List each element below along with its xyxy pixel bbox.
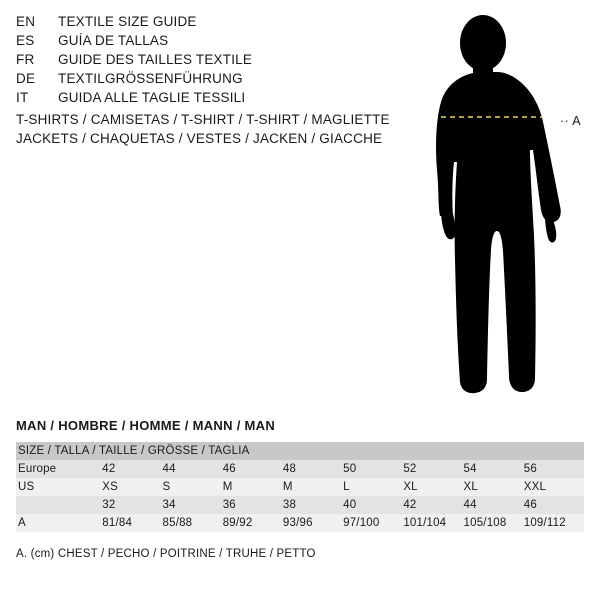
cell: 44: [163, 460, 223, 478]
cell: 85/88: [163, 514, 223, 532]
language-text: GUÍA DE TALLAS: [58, 33, 169, 48]
cell: 36: [223, 496, 283, 514]
cell: 38: [283, 496, 343, 514]
language-code: ES: [16, 33, 35, 48]
cell: 46: [524, 496, 584, 514]
cell: 81/84: [102, 514, 162, 532]
language-text: TEXTILGRÖSSENFÜHRUNG: [58, 71, 243, 86]
cell: 89/92: [223, 514, 283, 532]
row-label: US: [16, 478, 102, 496]
cell: 109/112: [524, 514, 584, 532]
male-silhouette-figure: [405, 10, 590, 400]
category-tshirts: T-SHIRTS / CAMISETAS / T-SHIRT / T-SHIRT / MAGLIETTE: [16, 112, 390, 127]
cell: L: [343, 478, 403, 496]
table-row: [16, 460, 584, 478]
footnote-chest-measure: A. (cm) CHEST / PECHO / POITRINE / TRUHE / PETTO: [16, 548, 316, 560]
language-code: IT: [16, 90, 29, 105]
language-code: FR: [16, 52, 35, 67]
cell: XS: [102, 478, 162, 496]
cell: 44: [464, 496, 524, 514]
size-table: [16, 442, 584, 532]
cell: 34: [163, 496, 223, 514]
cell: 42: [102, 460, 162, 478]
language-guide-block: [16, 14, 416, 109]
row-label: [16, 496, 102, 514]
table-row: [16, 514, 584, 532]
table-row: [16, 496, 584, 514]
language-row: [16, 71, 416, 90]
measure-label-a: ·· A: [560, 114, 582, 128]
cell: 42: [403, 496, 463, 514]
section-heading-man: MAN / HOMBRE / HOMME / MANN / MAN: [16, 418, 276, 433]
cell: XL: [464, 478, 524, 496]
silhouette-svg: [405, 10, 590, 400]
language-text: GUIDE DES TAILLES TEXTILE: [58, 52, 253, 67]
row-label: Europe: [16, 460, 102, 478]
cell: 56: [524, 460, 584, 478]
language-row: [16, 14, 416, 33]
cell: XXL: [524, 478, 584, 496]
table-header-label: SIZE / TALLA / TAILLE / GRÖSSE / TAGLIA: [16, 442, 584, 460]
cell: 50: [343, 460, 403, 478]
cell: 101/104: [403, 514, 463, 532]
cell: 93/96: [283, 514, 343, 532]
category-jackets: JACKETS / CHAQUETAS / VESTES / JACKEN / GIACCHE: [16, 131, 383, 146]
category-block: [16, 110, 416, 148]
language-row: [16, 90, 416, 109]
language-row: [16, 33, 416, 52]
cell: 32: [102, 496, 162, 514]
cell: M: [223, 478, 283, 496]
cell: 97/100: [343, 514, 403, 532]
language-code: DE: [16, 71, 36, 86]
language-row: [16, 52, 416, 71]
row-label: A: [16, 514, 102, 532]
table-row: [16, 478, 584, 496]
cell: XL: [403, 478, 463, 496]
cell: 52: [403, 460, 463, 478]
cell: 40: [343, 496, 403, 514]
language-code: EN: [16, 14, 36, 29]
language-text: TEXTILE SIZE GUIDE: [58, 14, 197, 29]
cell: 48: [283, 460, 343, 478]
table-header-row: [16, 442, 584, 460]
language-text: GUIDA ALLE TAGLIE TESSILI: [58, 90, 246, 105]
cell: S: [163, 478, 223, 496]
cell: 46: [223, 460, 283, 478]
cell: M: [283, 478, 343, 496]
cell: 105/108: [464, 514, 524, 532]
cell: 54: [464, 460, 524, 478]
